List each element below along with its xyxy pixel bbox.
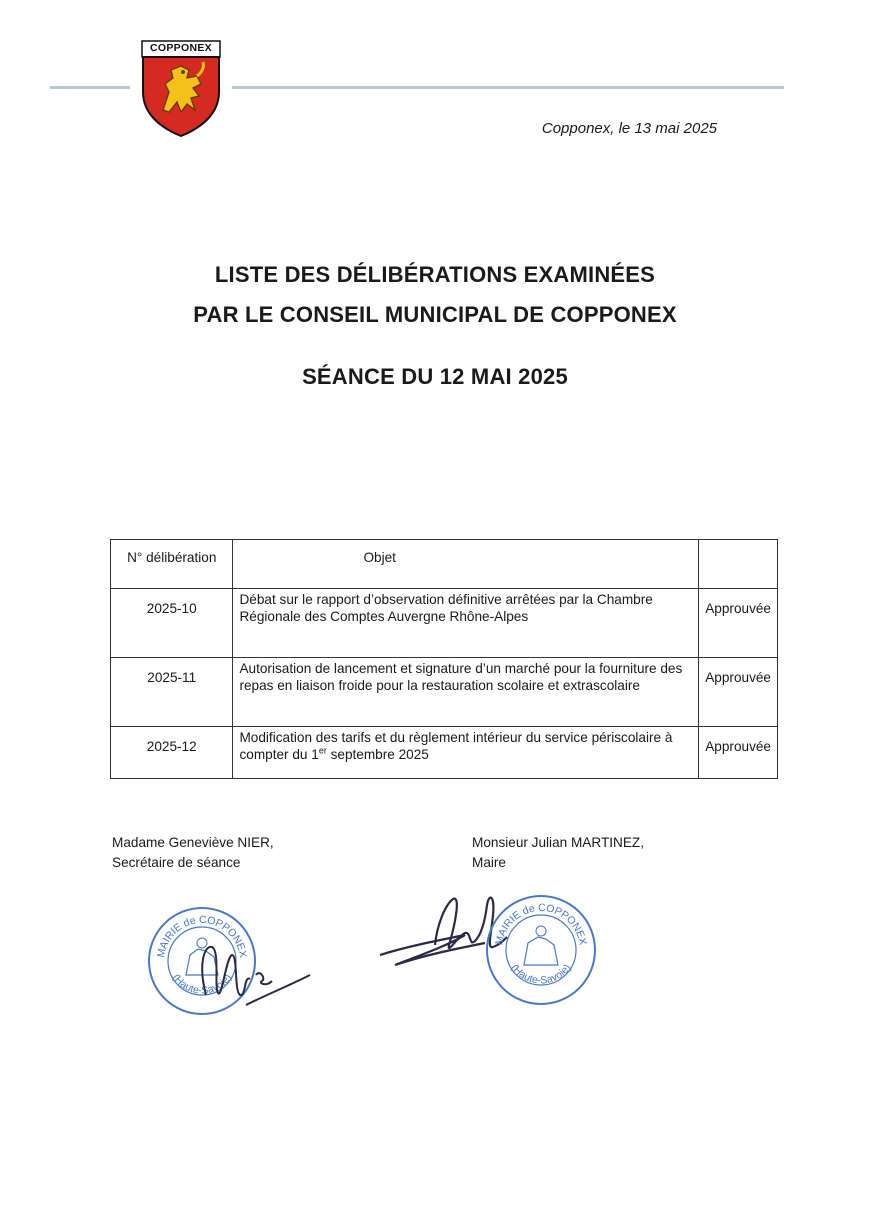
deliberation-subject: Autorisation de lancement et signature d’un marché pour la fourniture des repas en liaison froide pour la restauration scolaire et extrascolaire (233, 658, 699, 727)
header-rule-left (50, 86, 130, 89)
header-subject: Objet (233, 540, 699, 589)
subject-text: Modification des tarifs et du règlement intérieur du service périscolaire à compter du 1 (239, 730, 673, 762)
deliberation-number: 2025-12 (111, 727, 233, 779)
mairie-stamp-right-icon (484, 893, 598, 1007)
mayor-signatory (472, 833, 644, 873)
secretary-signature-icon (186, 935, 316, 1010)
session-title: SÉANCE DU 12 MAI 2025 (302, 364, 568, 389)
ordinal-superscript: er (318, 745, 327, 756)
deliberations-table (110, 539, 778, 779)
mayor-name: Monsieur Julian MARTINEZ, (472, 835, 644, 850)
mayor-role: Maire (472, 855, 506, 870)
deliberation-number: 2025-10 (111, 589, 233, 658)
title-line-1: LISTE DES DÉLIBÉRATIONS EXAMINÉES (214, 262, 656, 287)
secretary-role: Secrétaire de séance (112, 855, 241, 870)
deliberation-number: 2025-11 (111, 658, 233, 727)
header-status (699, 540, 778, 589)
date-line: Copponex, le 13 mai 2025 (541, 120, 717, 137)
svg-text:MAIRIE de COPPONEX: MAIRIE de COPPONEX (493, 901, 589, 947)
secretary-signatory (112, 833, 274, 873)
deliberation-status: Approuvée (699, 589, 778, 658)
svg-text:(Haute-Savoie): (Haute-Savoie) (169, 972, 235, 997)
header-number: N° délibération (111, 540, 233, 589)
table-row (111, 589, 778, 658)
crest-label: COPPONEX (150, 42, 212, 54)
deliberation-status: Approuvée (699, 658, 778, 727)
deliberation-status: Approuvée (699, 727, 778, 779)
table-header-row (111, 540, 778, 589)
deliberation-subject (233, 727, 699, 779)
table-row (111, 658, 778, 727)
title-line-2: PAR LE CONSEIL MUNICIPAL DE COPPONEX (193, 302, 677, 327)
svg-text:MAIRIE de COPPONEX: MAIRIE de COPPONEX (155, 913, 249, 959)
secretary-name: Madame Geneviève NIER, (112, 835, 274, 850)
table-row (111, 727, 778, 779)
svg-text:(Haute-Savoie): (Haute-Savoie) (508, 962, 574, 987)
deliberation-subject: Débat sur le rapport d’observation définitive arrêtées par la Chambre Régionale des Comptes Auvergne Rhône-Alpes (233, 589, 699, 658)
header-rule-right (232, 86, 784, 89)
subject-text-end: septembre 2025 (326, 747, 429, 762)
